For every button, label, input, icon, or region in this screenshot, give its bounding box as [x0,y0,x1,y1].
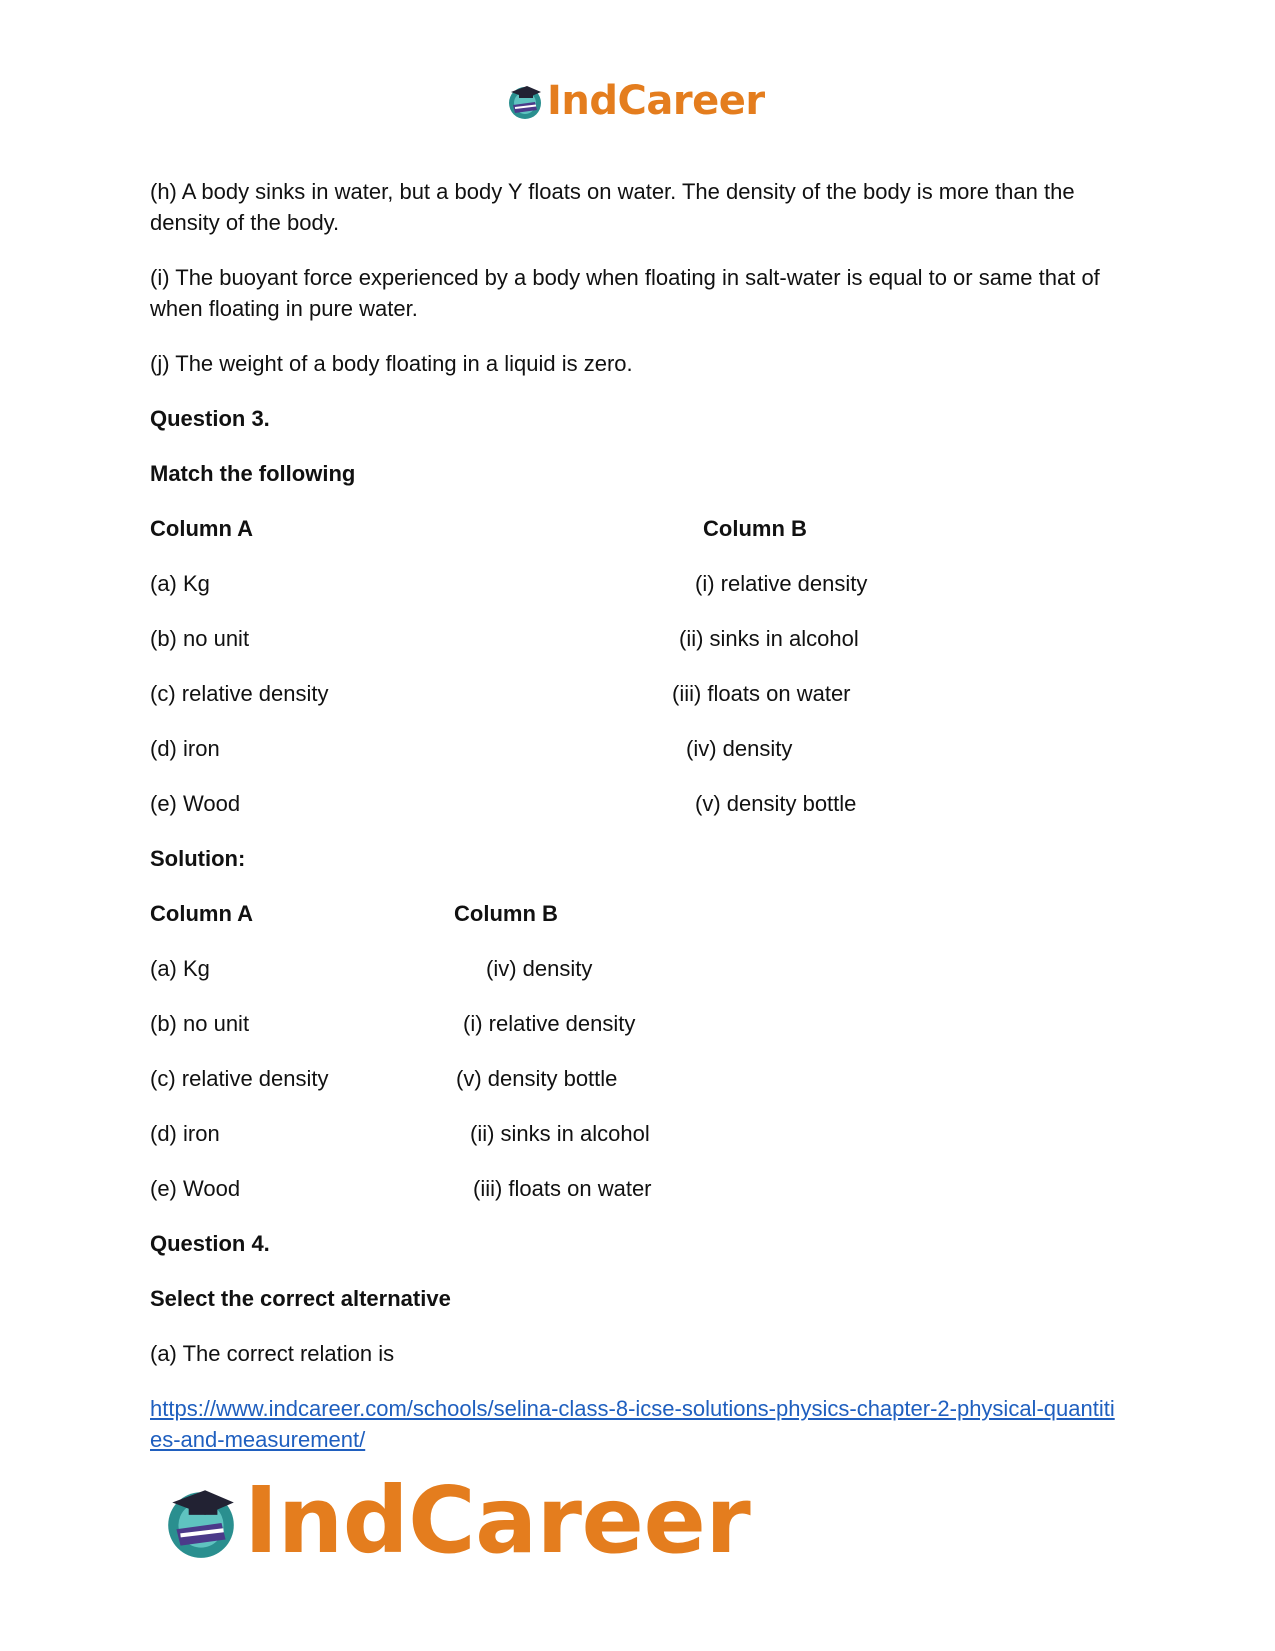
graduation-globe-icon [505,81,545,121]
column-a-cell: (c) relative density [150,681,329,706]
footer-logo [160,1467,751,1574]
logo-text: IndCareer [244,1467,751,1574]
solution-row [150,1063,1125,1094]
solution-title: Solution: [150,846,246,871]
solution-row [150,1118,1125,1149]
column-a-cell: (a) Kg [150,956,210,981]
column-b-header: Column B [454,901,558,926]
match-row [150,788,1125,819]
column-a-cell: (d) iron [150,1121,220,1146]
column-b-cell: (v) density bottle [695,791,857,816]
question-4-item-a: (a) The correct relation is [150,1341,395,1366]
document-body [150,176,1125,1455]
column-b-header: Column B [703,516,807,541]
match-row [150,568,1125,599]
solution-row [150,1173,1125,1204]
match-row [150,733,1125,764]
question-4-title: Question 4. [150,1231,270,1256]
column-a-cell: (d) iron [150,736,220,761]
column-b-cell: (i) relative density [463,1011,636,1036]
question-3-instruction: Match the following [150,461,356,486]
column-b-cell: (ii) sinks in alcohol [679,626,859,651]
paragraph-h: (h) A body sinks in water, but a body Y floats on water. The density of the body is more than the density of the body. [150,179,1075,235]
graduation-globe-icon [160,1480,242,1562]
column-a-cell: (c) relative density [150,1066,329,1091]
column-a-cell: (b) no unit [150,1011,250,1036]
column-a-cell: (a) Kg [150,571,210,596]
source-url-link[interactable]: https://www.indcareer.com/schools/selina-class-8-icse-solutions-physics-chapter-2-physical-quantities-and-measurement/ [150,1396,1115,1452]
column-a-cell: (e) Wood [150,791,241,816]
logo-text: IndCareer [547,78,765,124]
column-b-cell: (i) relative density [695,571,868,596]
header-logo [505,78,765,124]
match-row [150,623,1125,654]
column-b-cell: (ii) sinks in alcohol [470,1121,650,1146]
question-4-instruction: Select the correct alternative [150,1286,451,1311]
column-b-cell: (iv) density [686,736,793,761]
column-b-cell: (iv) density [486,956,593,981]
column-a-cell: (b) no unit [150,626,250,651]
solution-row [150,953,1125,984]
column-b-cell: (iii) floats on water [672,681,851,706]
match-row [150,678,1125,709]
column-a-header: Column A [150,901,254,926]
question-3-title: Question 3. [150,406,270,431]
column-a-cell: (e) Wood [150,1176,241,1201]
solution-table-header [150,898,1125,929]
column-a-header: Column A [150,516,254,541]
column-b-cell: (v) density bottle [456,1066,618,1091]
paragraph-j: (j) The weight of a body floating in a liquid is zero. [150,351,633,376]
solution-row [150,1008,1125,1039]
match-table-header [150,513,1125,544]
column-b-cell: (iii) floats on water [473,1176,652,1201]
paragraph-i: (i) The buoyant force experienced by a body when floating in salt-water is equal to or same that of when floating in pure water. [150,265,1100,321]
